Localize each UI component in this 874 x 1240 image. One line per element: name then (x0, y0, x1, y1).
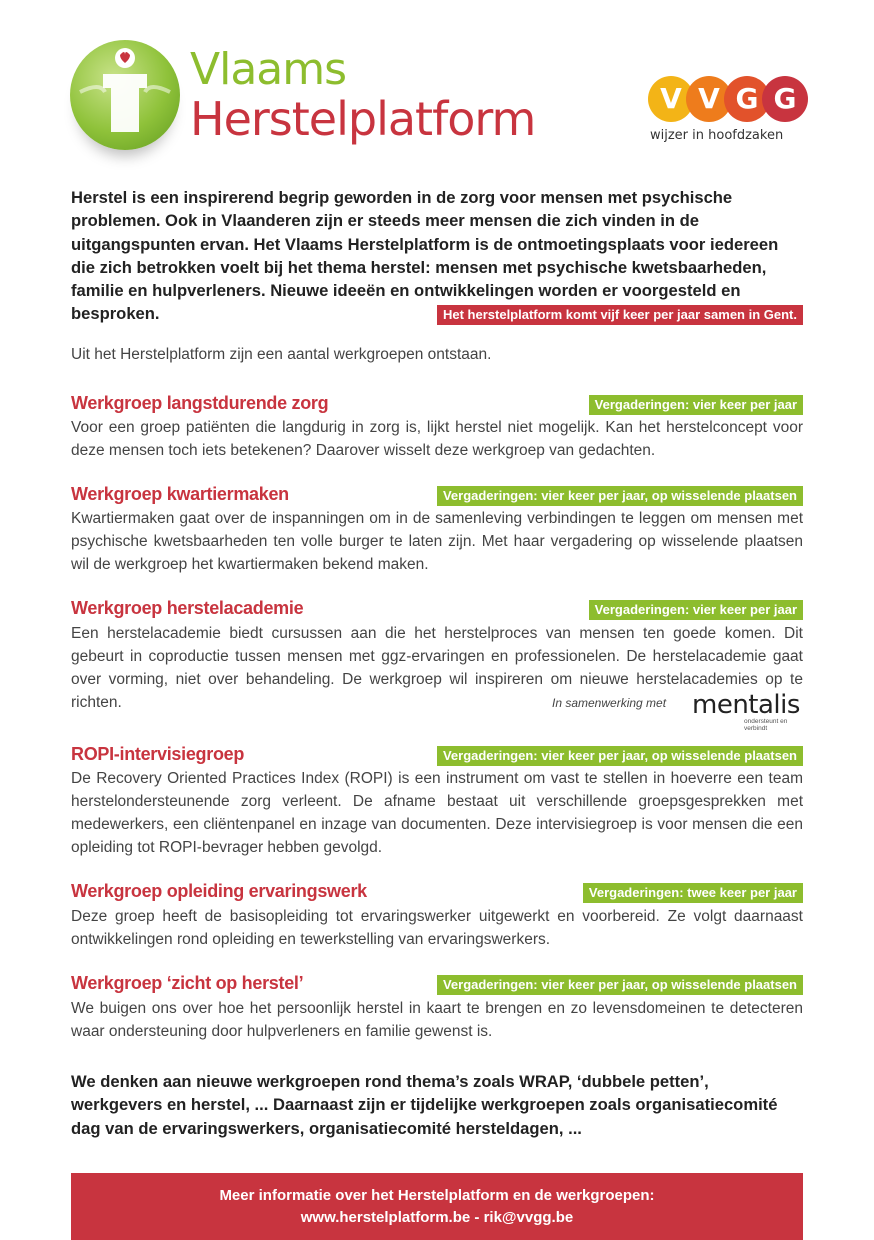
collab-label: In samenwerking met (552, 696, 667, 710)
section-title: Werkgroep ‘zicht op herstel’ (71, 973, 304, 993)
intro-paragraph: Herstel is een inspirerend begrip geworden in de zorg voor mensen met psychische problemen. Ook in Vlaanderen zijn er steeds meer mensen die zich vinden in de uitgangspunten ervan. Het Vlaams Herstelplatform is de ontmoetingsplaats voor iedereen die zich betrokken voelt bij het thema herstel: mensen met psychische kwetsbaarheden, familie en hulpverleners. Nieuwe ideeën en ontwikkelingen worden er voorgesteld en besproken. (71, 188, 779, 324)
section-badge: Vergaderingen: vier keer per jaar, op wisselende plaatsen (437, 975, 803, 995)
footer-line-1: Meer informatie over het Herstelplatform en de werkgroepen: (219, 1187, 655, 1204)
vvgg-tagline: wijzer in hoofdzaken (650, 128, 784, 143)
vvgg-letter-2: V (686, 76, 732, 122)
section-badge: Vergaderingen: vier keer per jaar, op wisselende plaatsen (437, 746, 803, 766)
section-badge: Vergaderingen: vier keer per jaar (589, 600, 803, 620)
section-body: De Recovery Oriented Practices Index (ROPI) is een instrument om vast te stellen in hoeverre een team herstelondersteunende zorg verleent. De afname bestaat uit verschillende groepsgesprekken met medewerkers, een cliëntenpanel en inzage van documenten. Deze intervisiegroep is voor mensen die een opleiding tot ROPI-bevrager hebben gevolgd. (71, 770, 803, 856)
vvgg-letter-1: V (648, 76, 694, 122)
lead-text: Uit het Herstelplatform zijn een aantal werkgroepen ontstaan. (71, 346, 492, 363)
closing-paragraph: We denken aan nieuwe werkgroepen rond thema’s zoals WRAP, ‘dubbele petten’, werkgevers en herstel, ... Daarnaast zijn er tijdelijke werkgroepen zoals organisatiecomité dag van de ervaringswerkers, organisatiecomité hersteldagen, ... (71, 1072, 778, 1138)
vvgg-letter-3: G (724, 76, 770, 122)
brand-title (190, 44, 536, 146)
section-body: Deze groep heeft de basisopleiding tot ervaringswerker uitgewerkt en voorbereid. Ze volgt daarnaast ontwikkelingen rond opleiding en tewerkstelling van ervaringswerkers. (71, 908, 803, 948)
footer-banner (71, 1173, 803, 1240)
brand-line-1: Vlaams (190, 44, 347, 95)
mentalis-sub: ondersteunt en verbindt (744, 718, 788, 732)
meeting-badge: Het herstelplatform komt vijf keer per jaar samen in Gent. (437, 305, 803, 325)
mentalis-word: mentalis (692, 690, 800, 720)
section-body: Kwartiermaken gaat over de inspanningen om in de samenleving verbindingen te leggen om mensen met psychische kwetsbaarheden ten volle burger te laten zijn. Met haar vergadering op wisselende plaatsen wil de werkgroep het kwartiermaken bekend maken. (71, 510, 803, 573)
footer-contact (71, 1207, 803, 1229)
section-body: Voor een groep patiënten die langdurig in zorg is, lijkt herstel niet mogelijk. Kan het herstelconcept voor deze mensen toch iets betekenen? Daarover wisselt deze werkgroep van gedachten. (71, 419, 803, 459)
vvgg-letter-4: G (762, 76, 808, 122)
brand-line-2: Herstelplatform (190, 92, 536, 146)
section-title: Werkgroep opleiding ervaringswerk (71, 881, 367, 901)
website-link[interactable]: www.herstelplatform.be (300, 1209, 471, 1226)
email-link[interactable]: rik@vvgg.be (483, 1209, 574, 1226)
section-title: Werkgroep herstelacademie (71, 598, 304, 618)
section-title: Werkgroep kwartiermaken (71, 484, 289, 504)
mentalis-logo (690, 688, 804, 732)
section-title: Werkgroep langstdurende zorg (71, 393, 329, 413)
section-body: We buigen ons over hoe het persoonlijk herstel in kaart te brengen en zo levensdomeinen te detecteren waar ondersteuning door hulpverleners en familie gewenst is. (71, 1000, 803, 1040)
section-badge: Vergaderingen: vier keer per jaar, op wisselende plaatsen (437, 486, 803, 506)
section-title: ROPI-intervisiegroep (71, 744, 245, 764)
footer-separator: - (470, 1209, 484, 1226)
section-body: Een herstelacademie biedt cursussen aan die het herstelproces van mensen ten goede komen. Dit gebeurt in coproductie tussen mensen met ggz-ervaringen en professionelen. De herstelacademie gaat over vorming, niet over behandeling. De werkgroep wil inspireren om nieuwe herstelacademies op te richten. (71, 625, 803, 711)
section-badge: Vergaderingen: twee keer per jaar (583, 883, 803, 903)
herstelplatform-logo (70, 40, 180, 150)
section-badge: Vergaderingen: vier keer per jaar (589, 395, 803, 415)
person-icon (70, 40, 180, 150)
